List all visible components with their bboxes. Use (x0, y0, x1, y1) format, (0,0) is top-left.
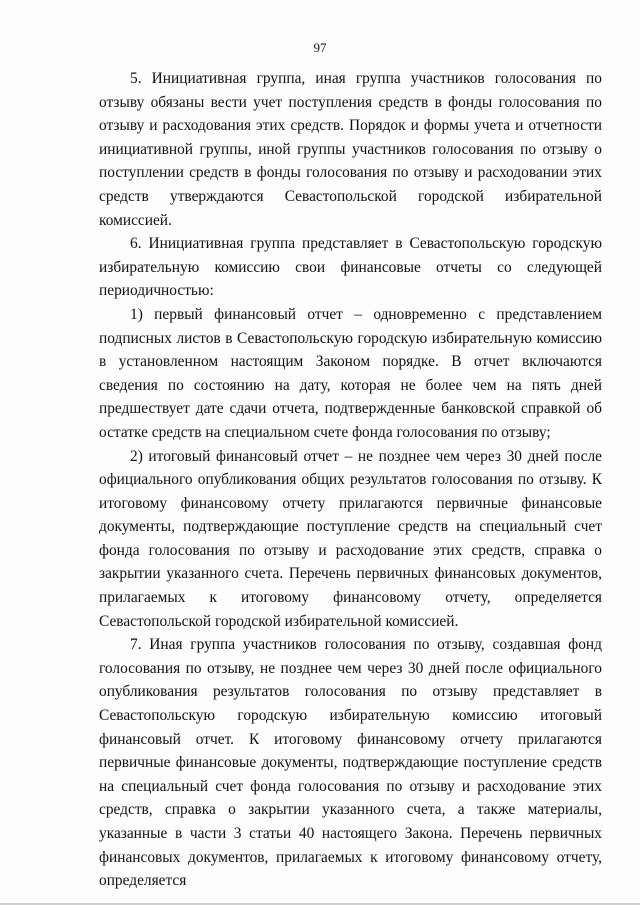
page-number: 97 (313, 40, 327, 55)
paragraph-7: 7. Иная группа участников голосования по отзыву, создавшая фонд голосования по отзыву, не позднее чем через 30 дней после официального опубликования результатов голосования по отзыву представляет в Севастопольскую городскую избирательную комиссию итоговый финансовый отчет. К итоговому финансовому отчету прилагаются первичные финансовые документы, подтверждающие поступление средств на специальный счет фонда голосования по отзыву и расходование этих средств, справка о закрытии указанного счета, а также материалы, указанные в части 3 статьи 40 настоящего Закона. Перечень первичных финансовых документов, прилагаемых к итоговому финансовому отчету, определяется (99, 636, 602, 890)
paragraph-5: 5. Инициативная группа, иная группа участников голосования по отзыву обязаны вести учет поступления средств в фонды голосования по отзыву и расходования этих средств. Порядок и формы учета и отчетности инициативной группы, иной группы участников голосования по отзыву о поступлении средств в фонды голосования по отзыву и расходовании этих средств утверждаются Севастопольской городской избирательной комиссией. (99, 70, 602, 229)
paragraph-6: 6. Инициативная группа представляет в Севастопольскую городскую избирательную комиссию свои финансовые отчеты со следующей периодичностью: (99, 235, 602, 300)
paragraph-6-item-1: 1) первый финансовый отчет – одновременно с представлением подписных листов в Севастопольскую городскую избирательную комиссию в установленном настоящим Законом порядке. В отчет включаются сведения по состоянию на дату, которая не более чем на пять дней предшествует дате сдачи отчета, подтвержденные банковской справкой об остатке средств на специальном счете фонда голосования по отзыву; (99, 305, 602, 441)
paragraph-6-item-2: 2) итоговый финансовый отчет – не позднее чем через 30 дней после официального опубликования общих результатов голосования по отзыву. К итоговому финансовому отчету прилагаются первичные финансовые документы, подтверждающие поступление средств на специальный счет фонда голосования по отзыву и расходование этих средств, справка о закрытии указанного счета. Перечень первичных финансовых документов, прилагаемых к итоговому финансовому отчету, определяется Севастопольской городской избирательной комиссией. (99, 447, 602, 630)
document-body (99, 67, 602, 893)
